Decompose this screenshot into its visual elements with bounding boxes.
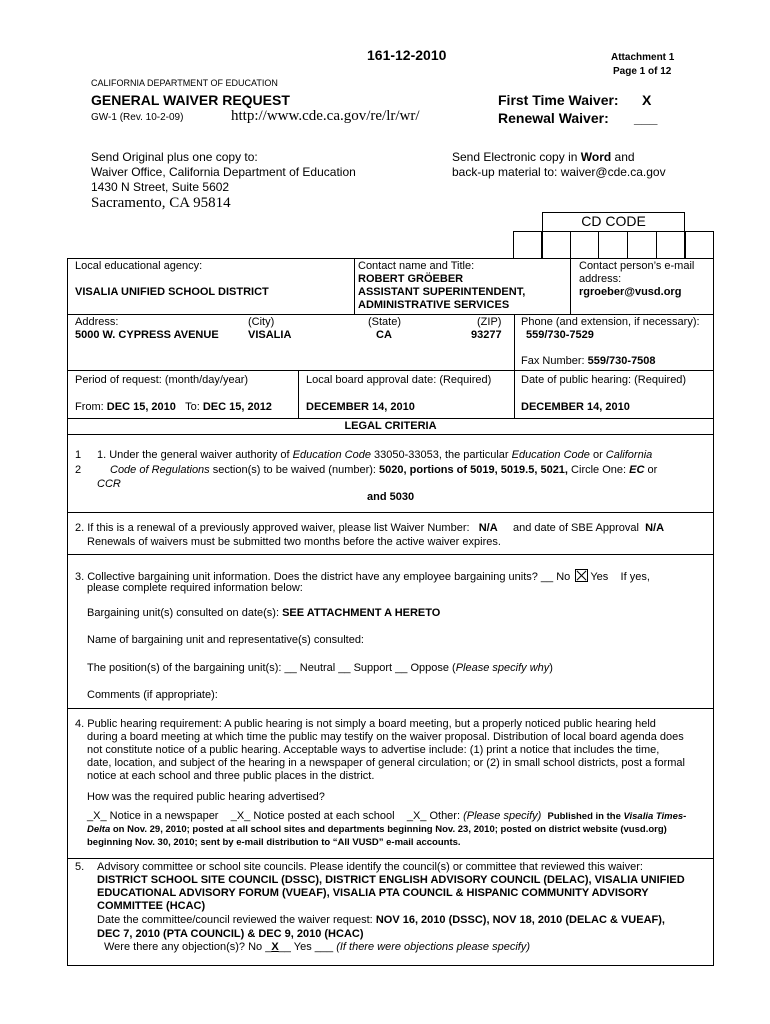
bargaining-comments-label: Comments (if appropriate):	[87, 689, 218, 701]
address-label: Address:	[75, 316, 119, 328]
q4-line4: date, location, and subject of the hearing in a newspaper of general circulation; or (2) in small school districts, post a formal	[87, 757, 685, 769]
document-number: 161-12-2010	[367, 47, 447, 63]
bargaining-units-value[interactable]: SEE ATTACHMENT A HERETO	[282, 607, 441, 619]
zip-value[interactable]: 93277	[471, 329, 502, 341]
renewal-waiver-label: Renewal Waiver:	[498, 110, 609, 126]
agency-label: Local educational agency:	[75, 260, 203, 272]
cd-code-digit-row[interactable]	[513, 231, 714, 259]
q5-number: 5.	[75, 861, 85, 873]
form-url[interactable]: http://www.cde.ca.gov/re/lr/wr/	[231, 108, 420, 124]
legal-line-number-2: 2	[75, 464, 82, 476]
legal-item1-line1: 1. Under the general waiver authority of Education Code 33050-33053, the particular Education Code or California	[97, 449, 653, 461]
q4-line2: during a board meeting at which time the public may testify on the waiver proposal. Distribution of local board agenda does	[87, 731, 684, 743]
fax-field[interactable]: Fax Number: 559/730-7508	[521, 355, 656, 367]
state-label: (State)	[368, 316, 402, 328]
email-label-1: Contact person’s e-mail	[579, 260, 695, 272]
q4-line1: 4. Public hearing requirement: A public hearing is not simply a board meeting, but a properly noticed public hearing held	[75, 718, 656, 730]
first-time-waiver-value: X	[642, 92, 652, 108]
q4-publication-details-1: Delta on Nov. 29, 2010; posted at all school sites and departments beginning Nov. 23, 2010; posted on district website (vusd.org)	[87, 824, 667, 835]
send-original-line2: Waiver Office, California Department of Education	[91, 165, 356, 179]
q5-councils-2[interactable]: EDUCATIONAL ADVISORY FORUM (VUEAF), VISALIA PTA COUNCIL & HISPANIC COMMUNITY ADVISORY	[97, 887, 649, 899]
circle-ccr[interactable]: CCR	[97, 478, 121, 490]
q5-councils-1[interactable]: DISTRICT SCHOOL SITE COUNCIL (DSSC), DISTRICT ENGLISH ADVISORY COUNCIL (DELAC), VISALIA UNIFIED	[97, 874, 685, 886]
circle-ec[interactable]: EC	[629, 464, 645, 476]
city-label: (City)	[248, 316, 275, 328]
phone-value[interactable]: 559/730-7529	[526, 329, 594, 341]
contact-label: Contact name and Title:	[358, 260, 475, 272]
zip-label: (ZIP)	[477, 316, 502, 328]
send-original-line1: Send Original plus one copy to:	[91, 150, 258, 164]
q4-advertising-options[interactable]: _X_ Notice in a newspaper _X_ Notice posted at each school _X_ Other: (Please specify) Published in the Visalia Times-	[87, 810, 687, 822]
q5-review-date: Date the committee/council reviewed the waiver request: NOV 16, 2010 (DSSC), NOV 18, 2010 (DELAC & VUEAF),	[97, 914, 665, 926]
contact-title-1[interactable]: ASSISTANT SUPERINTENDENT,	[358, 286, 526, 298]
contact-name[interactable]: ROBERT GRÖEBER	[358, 273, 464, 285]
page-number: Page 1 of 12	[613, 66, 672, 77]
objection-no-mark[interactable]: X	[271, 941, 279, 953]
city-value[interactable]: VISALIA	[248, 329, 292, 341]
email-value[interactable]: rgroeber@vusd.org	[579, 286, 682, 298]
legal-item1-line2: Code of Regulations section(s) to be waived (number): 5020, portions of 5019, 5019.5, 5021, Circle One: EC or	[110, 464, 658, 476]
q5-councils-3[interactable]: COMMITTEE (HCAC)	[97, 900, 206, 912]
q4-publication-details-2: beginning Nov. 30, 2010; sent by e-mail distribution to “All VUSD” e-mail accounts.	[87, 837, 461, 848]
yes-checkbox-checked[interactable]	[575, 569, 588, 582]
attachment-label: Attachment 1	[611, 52, 675, 63]
phone-label: Phone (and extension, if necessary):	[521, 316, 700, 328]
q4-line5: notice at each school and three public places in the district.	[87, 770, 375, 782]
legal-criteria-heading: LEGAL CRITERIA	[344, 420, 437, 432]
q4-line3: not constitute notice of a public hearing. Acceptable ways to advertise include: (1) print a notice that includes the time,	[87, 744, 660, 756]
cd-code-label: CD CODE	[581, 213, 646, 229]
q3-instructions: please complete required information below:	[87, 582, 303, 594]
legal-line-number-1: 1	[75, 449, 82, 461]
period-dates[interactable]: From: DEC 15, 2010 To: DEC 15, 2012	[75, 401, 272, 413]
send-original-line4: Sacramento, CA 95814	[91, 195, 231, 211]
send-original-line3: 1430 N Street, Suite 5602	[91, 180, 230, 194]
q5-review-date-value-2[interactable]: DEC 7, 2010 (PTA COUNCIL) & DEC 9, 2010 (HCAC)	[97, 928, 364, 940]
form-title: GENERAL WAIVER REQUEST	[91, 92, 290, 108]
contact-title-2[interactable]: ADMINISTRATIVE SERVICES	[358, 299, 510, 311]
q2-renewal-text: 2. If this is a renewal of a previously approved waiver, please list Waiver Number: N/A and date of SBE Approval N/A	[75, 522, 665, 534]
send-electronic-line1: Send Electronic copy in Word and	[452, 150, 635, 164]
renewal-waiver-value: ___	[634, 110, 658, 126]
q5-question: Advisory committee or school site councils. Please identify the council(s) or committee that reviewed this waiver:	[97, 861, 643, 873]
q5-review-date-value[interactable]: NOV 16, 2010 (DSSC), NOV 18, 2010 (DELAC & VUEAF),	[375, 914, 665, 926]
sections-waived[interactable]: 5020, portions of 5019, 5019.5, 5021,	[379, 464, 568, 476]
send-electronic-line2: back-up material to: waiver@cde.ca.gov	[452, 165, 666, 179]
bargaining-unit-position: The position(s) of the bargaining unit(s): __ Neutral __ Support __ Oppose (Please specify why)	[87, 662, 553, 674]
address-value[interactable]: 5000 W. CYPRESS AVENUE	[75, 329, 219, 341]
board-approval-value[interactable]: DECEMBER 14, 2010	[306, 401, 415, 413]
hearing-date-label: Date of public hearing: (Required)	[521, 374, 687, 386]
state-value[interactable]: CA	[376, 329, 392, 341]
sections-waived-cont[interactable]: and 5030	[367, 491, 415, 503]
bargaining-unit-name-label: Name of bargaining unit and representative(s) consulted:	[87, 634, 364, 646]
board-approval-label: Local board approval date: (Required)	[306, 374, 492, 386]
hearing-date-value[interactable]: DECEMBER 14, 2010	[521, 401, 630, 413]
sbe-approval-value[interactable]: N/A	[645, 522, 665, 534]
q5-objections: Were there any objection(s)? No _X__ Yes ___ (If there were objections please specify)	[104, 941, 531, 953]
q3-bargaining-question: 3. Collective bargaining unit information. Does the district have any employee bargaining units? __ No Yes If yes,	[75, 571, 650, 583]
email-label-2: address:	[579, 273, 622, 285]
q4-question: How was the required public hearing advertised?	[87, 791, 325, 803]
waiver-number-value[interactable]: N/A	[478, 522, 498, 534]
period-label: Period of request: (month/day/year)	[75, 374, 249, 386]
form-id: GW-1 (Rev. 10-2-09)	[91, 112, 184, 123]
bargaining-units-consulted: Bargaining unit(s) consulted on date(s): SEE ATTACHMENT A HERETO	[87, 607, 441, 619]
agency-value[interactable]: VISALIA UNIFIED SCHOOL DISTRICT	[75, 286, 269, 298]
first-time-waiver-label: First Time Waiver:	[498, 92, 619, 108]
q2-renewal-note: Renewals of waivers must be submitted two months before the active waiver expires.	[87, 536, 501, 548]
department-name: CALIFORNIA DEPARTMENT OF EDUCATION	[91, 78, 278, 88]
